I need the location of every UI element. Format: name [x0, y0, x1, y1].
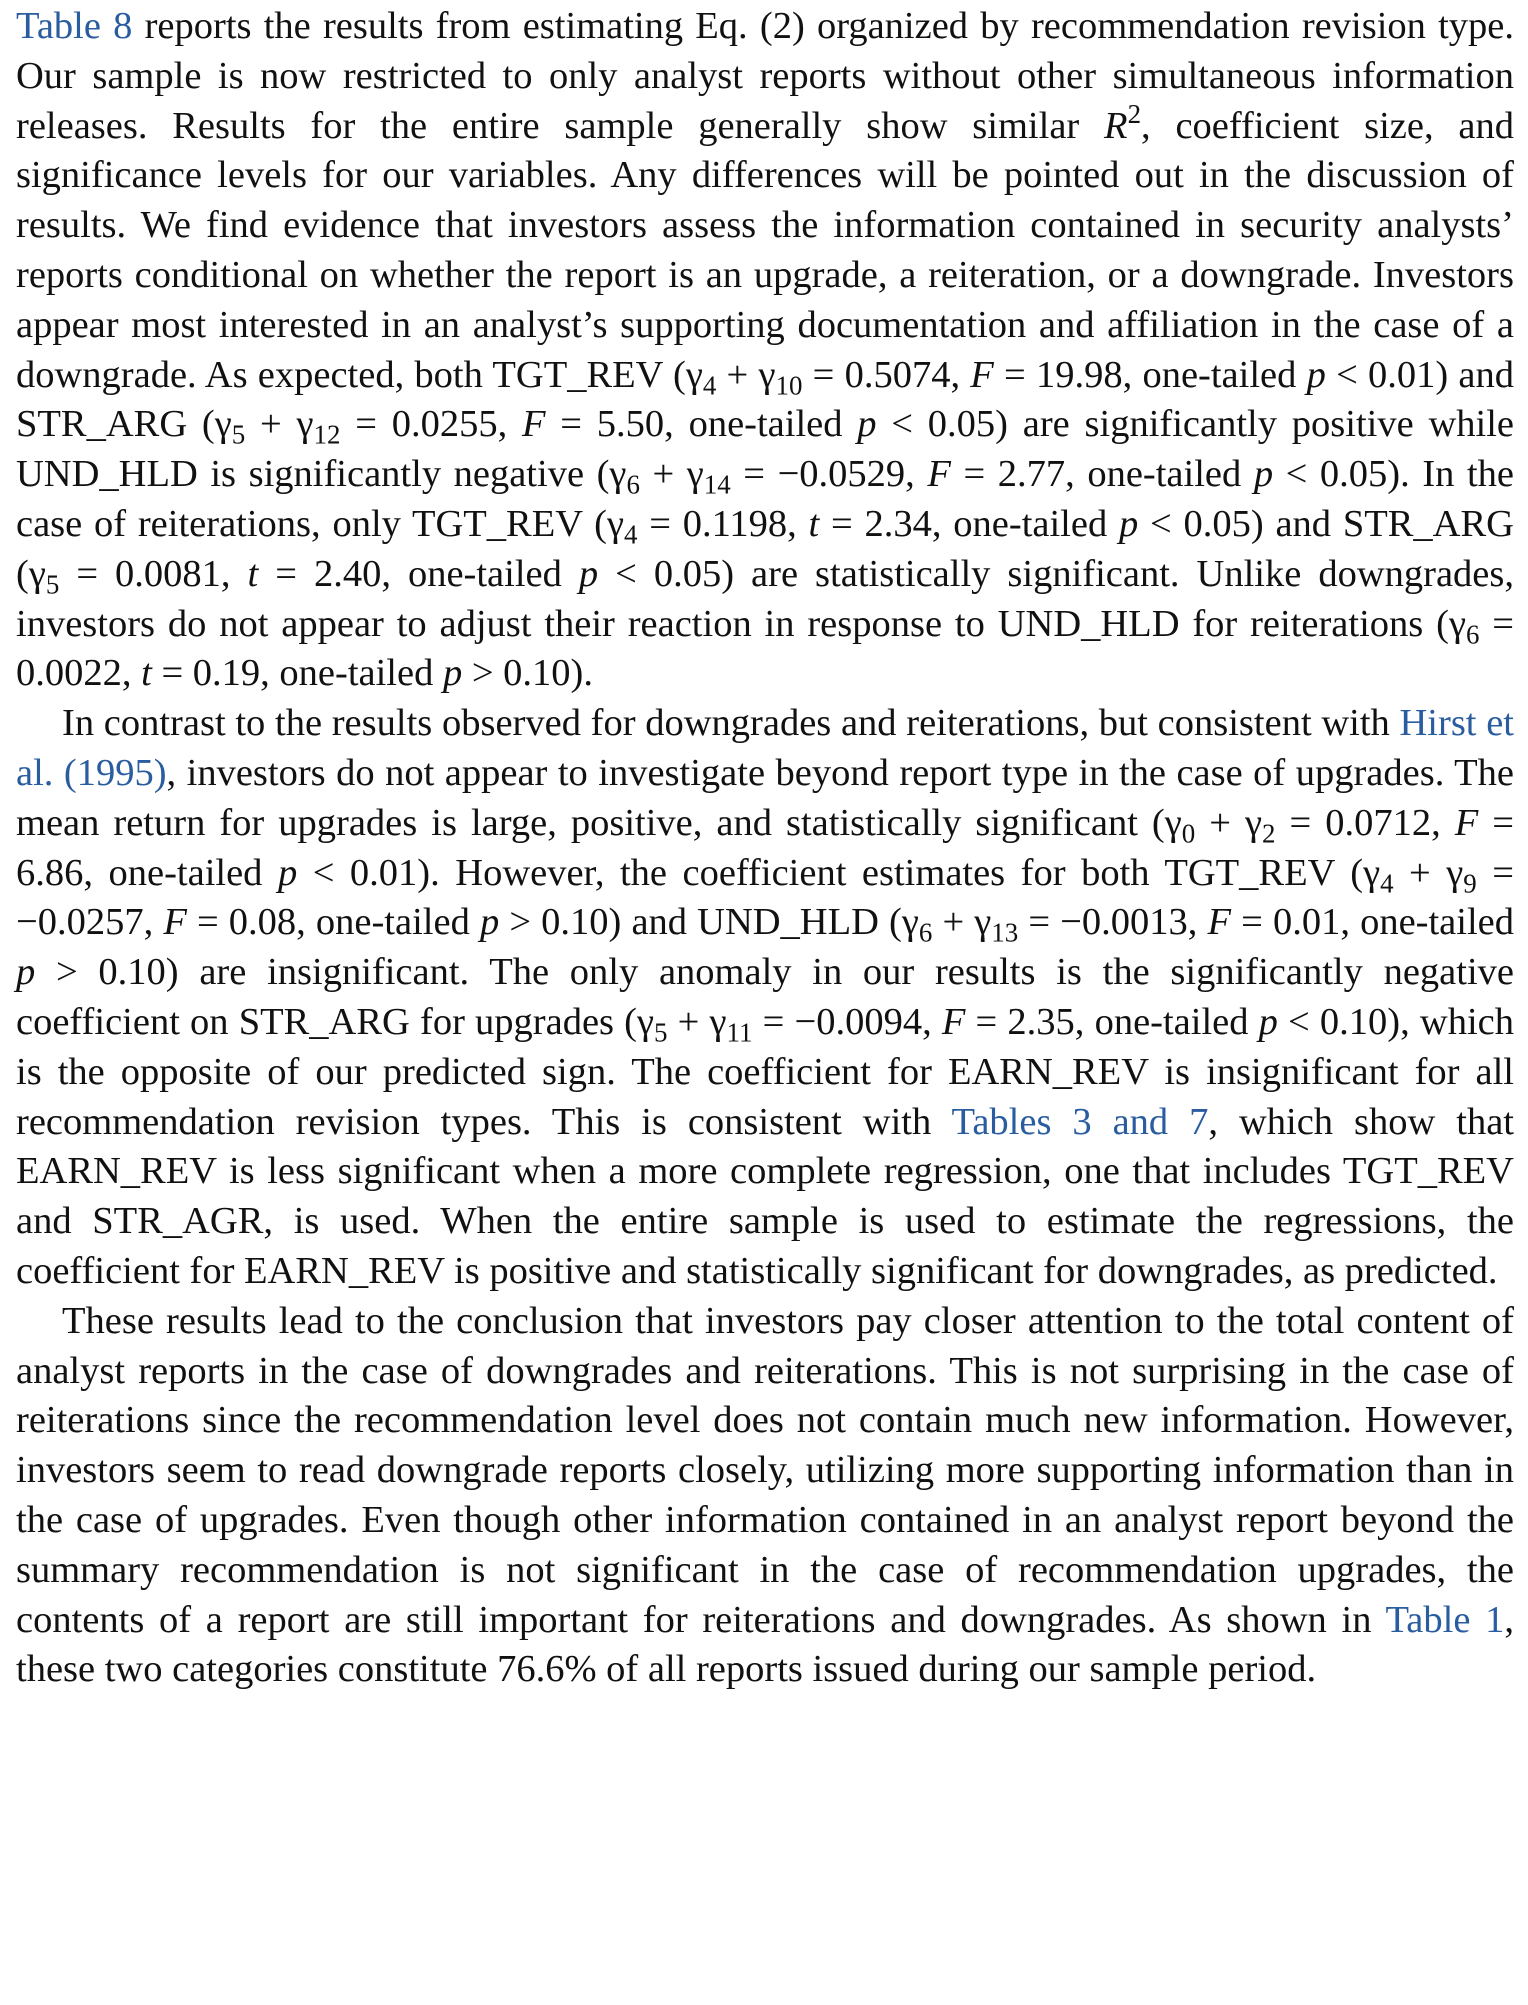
italic-symbol: p — [277, 851, 298, 894]
text-run: = −0.0094, — [752, 1000, 942, 1043]
text-run: + γ — [639, 453, 704, 496]
italic-symbol: t — [247, 552, 259, 595]
paragraph-2 — [16, 699, 1514, 1297]
text-run: = 0.19, one-tailed — [151, 652, 443, 695]
italic-symbol: p — [857, 403, 877, 446]
superscript: 2 — [1127, 98, 1142, 129]
subscript: 5 — [231, 419, 246, 450]
subscript: 13 — [991, 917, 1019, 948]
text-run: , these two categories constitute 76.6% of all reports issued during our sample period. — [16, 1598, 1514, 1691]
text-run: = 5.50, one-tailed — [545, 403, 858, 446]
text-run: = −0.0013, — [1018, 901, 1208, 944]
cross-reference-link[interactable]: Table 1 — [1385, 1598, 1505, 1641]
text-run: + γ — [932, 901, 992, 944]
text-run: < 0.05) are significantly positive while UND_HLD is significantly negative (γ — [16, 403, 1514, 496]
text-run: < 0.01). However, the coefficient estimates for both TGT_REV (γ — [297, 851, 1381, 894]
italic-symbol: F — [522, 403, 546, 446]
article-body — [16, 2, 1514, 1695]
text-run: = 2.34, one-tailed — [819, 502, 1119, 545]
text-run: = 0.5074, — [802, 353, 971, 396]
text-run: = −0.0257, — [16, 851, 1514, 944]
text-run: reports the results from estimating Eq. (2) organized by recommendation revision type. Our sample is now restricted to only analyst reports without other simultaneous information releases. Results for the entire sample generally show similar — [16, 5, 1515, 147]
text-run: < 0.05). In the case of reiterations, only TGT_REV (γ — [16, 453, 1514, 545]
text-run: , investors do not appear to investigate beyond report type in the case of upgrades. The mean return for upgrades is large, positive, and statistically significant (γ — [16, 751, 1514, 844]
italic-symbol: p — [16, 951, 36, 994]
text-run: , coefficient size, and significance levels for our variables. Any differences will be pointed out in the discussion of results. We find evidence that investors assess the information contained in security analysts’ reports conditional on whether the report is an upgrade, a reiteration, or a downgrade. Investors appear most interested in an analyst’s supporting documentation and affiliation in the case of a downgrade. As expected, both TGT_REV (γ — [16, 104, 1514, 396]
text-run: + γ — [1195, 801, 1262, 844]
text-run: < 0.01) and STR_ARG (γ — [16, 353, 1514, 446]
subscript: 10 — [775, 370, 803, 401]
text-run: = 2.40, one-tailed — [258, 552, 579, 595]
text-run: = 0.08, one-tailed — [186, 901, 480, 944]
subscript: 14 — [703, 469, 731, 500]
italic-symbol: R — [1104, 104, 1128, 147]
text-run: = 0.0022, — [16, 602, 1515, 695]
subscript: 4 — [623, 519, 638, 550]
subscript: 6 — [918, 917, 933, 948]
subscript: 6 — [626, 469, 640, 500]
cross-reference-link[interactable]: Tables 3 and 7 — [951, 1100, 1209, 1143]
text-run: = 19.98, one-tailed — [993, 353, 1307, 396]
text-run: > 0.10) are insignificant. The only anomaly in our results is the significantly negative coefficient on STR_ARG for upgrades (γ — [16, 951, 1514, 1043]
text-run: These results lead to the conclusion that investors pay closer attention to the total content of analyst reports in the case of downgrades and reiterations. This is not surprising in the case of reiterations since the recommendation level does not contain much new information. However, investors seem to read downgrade reports closely, utilizing more supporting information than in the case of upgrades. Even though other information contained in an analyst report beyond the summary recommendation is not significant in the case of recommendation upgrades, the contents of a report are still important for reiterations and downgrades. As shown in — [16, 1299, 1514, 1641]
italic-symbol: F — [1454, 801, 1479, 844]
cross-reference-link[interactable]: Table 8 — [16, 5, 133, 47]
text-run: In contrast to the results observed for downgrades and reiterations, but consistent with — [62, 702, 1400, 745]
subscript: 4 — [702, 370, 717, 401]
text-run: = 2.77, one-tailed — [950, 453, 1254, 496]
italic-symbol: p — [1306, 353, 1326, 396]
text-run: = 0.0255, — [340, 403, 522, 446]
text-run: < 0.05) and STR_ARG (γ — [16, 502, 1514, 595]
italic-symbol: F — [163, 901, 187, 944]
italic-symbol: F — [1207, 901, 1232, 944]
subscript: 4 — [1380, 868, 1394, 899]
paragraph-3 — [16, 1297, 1514, 1695]
subscript: 5 — [45, 569, 60, 600]
text-run: + γ — [245, 403, 314, 446]
subscript: 12 — [313, 419, 341, 450]
text-run: = 0.1198, — [637, 502, 809, 545]
text-run: > 0.10). — [462, 652, 594, 695]
italic-symbol: F — [970, 353, 994, 396]
text-run: > 0.10) and UND_HLD (γ — [499, 901, 919, 944]
text-run: , which show that EARN_REV is less significant when a more complete regression, one that includes TGT_REV and STR_AGR, is used. When the entire sample is used to estimate the regressions, the coefficient for EARN_REV is positive and statistically significant for downgrades, as predicted. — [16, 1100, 1514, 1292]
subscript: 0 — [1181, 818, 1196, 849]
subscript: 6 — [1465, 619, 1480, 650]
text-run: + γ — [667, 1000, 727, 1043]
subscript: 2 — [1261, 818, 1276, 849]
text-run: = 6.86, one-tailed — [16, 801, 1514, 894]
text-run: = −0.0529, — [730, 453, 928, 496]
cross-reference-link[interactable]: Hirst et al. (1995) — [16, 702, 1514, 794]
italic-symbol: p — [578, 552, 599, 595]
italic-symbol: F — [941, 1000, 966, 1043]
text-run: < 0.10), which is the opposite of our predicted sign. The coefficient for EARN_REV is insignificant for all recommendation revision types. This is consistent with — [16, 1000, 1514, 1143]
text-run: = 0.0712, — [1275, 801, 1455, 844]
subscript: 9 — [1463, 868, 1477, 899]
italic-symbol: p — [442, 652, 463, 695]
italic-symbol: p — [479, 901, 500, 944]
subscript: 5 — [654, 1017, 668, 1048]
italic-symbol: F — [927, 453, 951, 496]
text-run: + γ — [716, 353, 776, 396]
italic-symbol: t — [141, 652, 152, 695]
text-run: < 0.05) are statistically significant. Unlike downgrades, investors do not appear to adjust their reaction in response to UND_HLD for reiterations (γ — [16, 552, 1514, 645]
text-run: = 0.0081, — [59, 552, 248, 595]
paragraph-1 — [16, 2, 1514, 699]
italic-symbol: p — [1118, 502, 1139, 545]
italic-symbol: p — [1258, 1000, 1278, 1043]
subscript: 11 — [726, 1017, 753, 1048]
italic-symbol: p — [1253, 453, 1274, 496]
text-run: + γ — [1393, 851, 1464, 894]
text-run: = 2.35, one-tailed — [965, 1000, 1259, 1043]
italic-symbol: t — [808, 502, 820, 545]
text-run: = 0.01, one-tailed — [1231, 901, 1514, 944]
